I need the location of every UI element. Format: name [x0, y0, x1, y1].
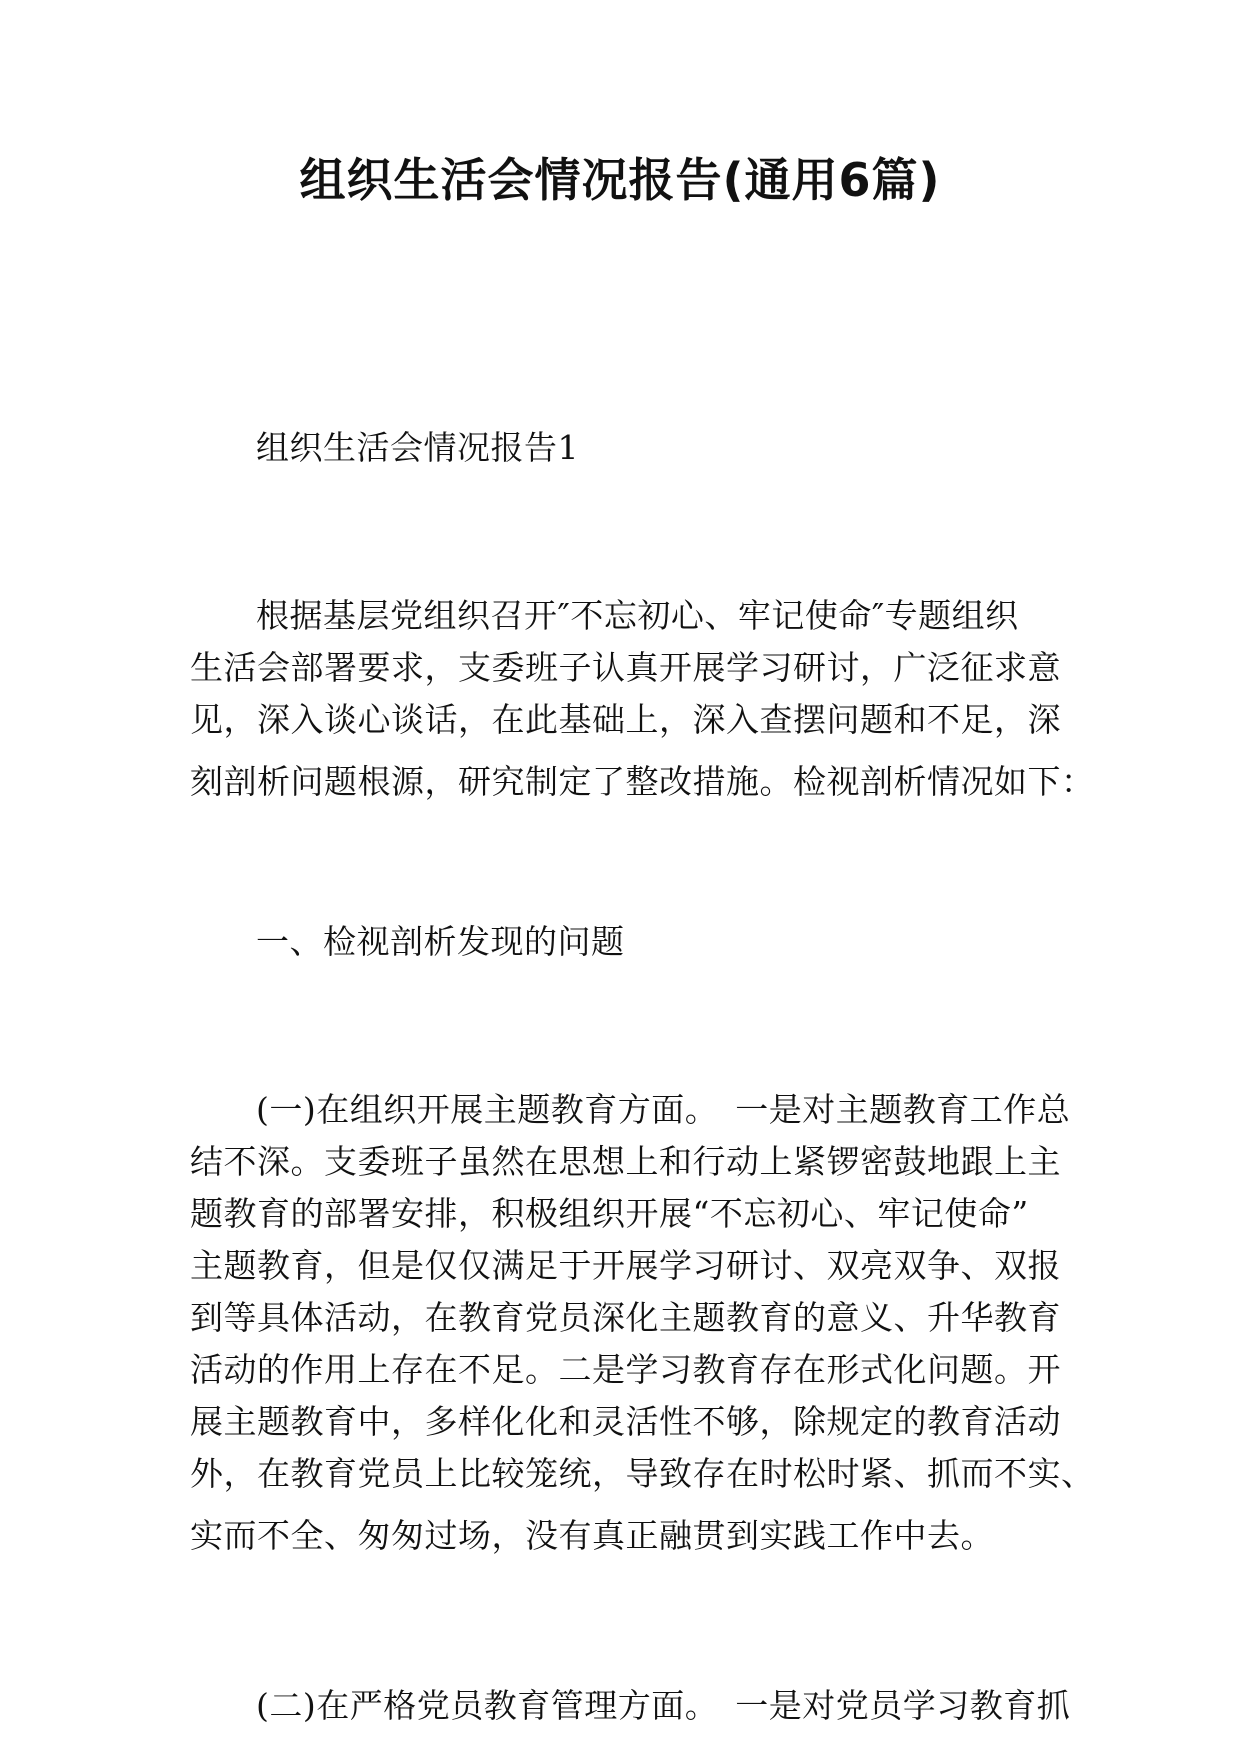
- subsection-1-line-6: 活动的作用上存在不足。二是学习教育存在形式化问题。开: [190, 1350, 1061, 1389]
- intro-paragraph-line-2: 生活会部署要求，支委班子认真开展学习研讨，广泛征求意: [190, 648, 1061, 687]
- section-heading: 一、检视剖析发现的问题: [256, 922, 625, 961]
- intro-paragraph-line-4: 刻剖析问题根源，研究制定了整改措施。检视剖析情况如下：: [190, 762, 1095, 801]
- subsection-1-line-1: (一)在组织开展主题教育方面。 一是对主题教育工作总: [256, 1090, 1071, 1129]
- document-title: 组织生活会情况报告(通用6篇): [299, 153, 941, 207]
- subsection-1-line-2: 结不深。支委班子虽然在思想上和行动上紧锣密鼓地跟上主: [190, 1142, 1061, 1181]
- subsection-1-line-9: 实而不全、匆匆过场，没有真正融贯到实践工作中去。: [190, 1516, 994, 1555]
- subsection-1-line-4: 主题教育，但是仅仅满足于开展学习研讨、双亮双争、双报: [190, 1246, 1061, 1285]
- report-heading: 组织生活会情况报告1: [256, 428, 579, 467]
- subsection-1-line-7: 展主题教育中，多样化化和灵活性不够，除规定的教育活动: [190, 1402, 1061, 1441]
- intro-paragraph-line-3: 见，深入谈心谈话，在此基础上，深入查摆问题和不足，深: [190, 700, 1061, 739]
- subsection-1-line-3: 题教育的部署安排，积极组织开展“不忘初心、牢记使命”: [190, 1194, 1029, 1233]
- subsection-1-line-8: 外，在教育党员上比较笼统，导致存在时松时紧、抓而不实、: [190, 1454, 1095, 1493]
- subsection-2-line-1: (二)在严格党员教育管理方面。 一是对党员学习教育抓: [256, 1686, 1071, 1725]
- intro-paragraph-line-1: 根据基层党组织召开″不忘初心、牢记使命″专题组织: [256, 596, 1019, 635]
- subsection-1-line-5: 到等具体活动，在教育党员深化主题教育的意义、升华教育: [190, 1298, 1061, 1337]
